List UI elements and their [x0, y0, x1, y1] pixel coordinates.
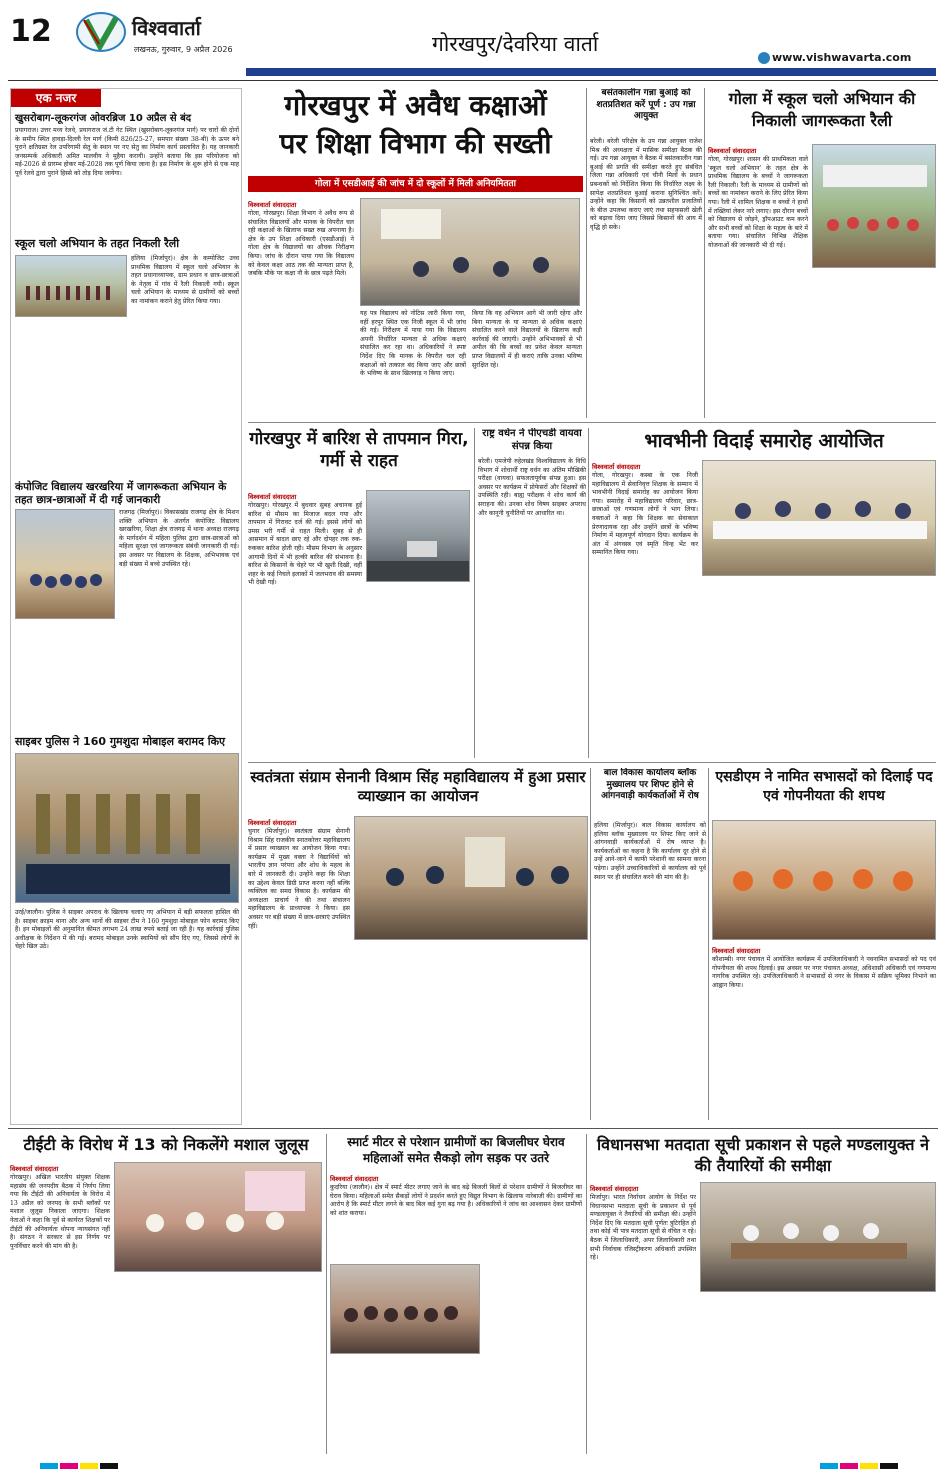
story-headline: टीईटी के विरोध में 13 को निकलेंगे मशाल जुलूस [23, 1135, 309, 1154]
col-rule [326, 1134, 327, 1454]
col-rule [586, 1134, 587, 1454]
byline: विश्ववार्ता संवाददाता [248, 493, 297, 501]
story-headline: साइबर पुलिस ने 160 गुमशुदा मोबाइल बरामद किए [15, 735, 226, 748]
story-headline: स्मार्ट मीटर से परेशान ग्रामीणों का बिजलीघर घेराव महिलाओं समेत सैकड़ो लोग सड़क पर उतरे [347, 1135, 565, 1165]
color-swatch [840, 1463, 858, 1469]
col-rule [586, 88, 587, 418]
color-swatch [40, 1463, 58, 1469]
byline: विश्ववार्ता संवाददाता [590, 1185, 639, 1193]
story-body: गोरखपुर। गोरखपुर में बुधवार सुबह अचानक हुई बारिश से मौसम का मिजाज बदल गया और तापमान में गिरावट दर्ज की गई। इससे लोगों को उमस भरी गर्मी से राहत मिली। सुबह से ही आसमान में बादल छाए रहे और दोपहर तक रुक-रुककर बारिश होती रही। मौसम विभाग के अनुसार आगामी दिनों में भी हल्की बारिश की संभावना है। बारिश से किसानों के चेहरे पर भी खुशी दिखी, वहीं शहर के कई निचले इलाकों में जलभराव की समस्या भी देखी गई। [248, 502, 362, 587]
byline: विश्ववार्ता संवाददाता [712, 947, 761, 955]
masthead-rule [8, 80, 938, 81]
page-number: 12 [10, 14, 52, 49]
byline: विश्ववार्ता संवाददाता [248, 819, 297, 827]
story-headline: स्वतंत्रता संग्राम सेनानी विश्राम सिंह महाविद्यालय में हुआ प्रसार व्याख्यान का आयोजन [250, 768, 586, 805]
oath-photo [712, 820, 936, 940]
story-body: गोला, गोरखपुर। कस्बा के एक निजी महाविद्यालय में सेवानिवृत्त शिक्षक के सम्मान में भावभीनी विदाई समारोह का आयोजन किया गया। समारोह में महाविद्यालय परिवार, छात्र-छात्राओं एवं गणमान्य लोगों ने भाग लिया। वक्ताओं ने कहा कि शिक्षक का सेवाकाल प्रेरणादायक रहा और उन्होंने छात्रों के भविष्य निर्माण में महत्वपूर्ण योगदान दिया। कार्यक्रम के अंत में अंगवस्त्र एवं स्मृति चिन्ह भेंट कर सम्मानित किया गया। [592, 472, 698, 557]
story-headline: भावभीनी विदाई समारोह आयोजित [644, 430, 884, 452]
rain-photo [366, 490, 470, 582]
protest-photo [330, 1264, 480, 1354]
lead-headline: पर शिक्षा विभाग की सख्ती [279, 127, 552, 160]
vidai-story [592, 428, 936, 758]
masthead-band [246, 68, 936, 76]
story-body: राजगढ़ (मिर्जापुर)। विकासखंड राजगढ़ क्षेत्र के मिशन शक्ति अभियान के अंतर्गत कंपोजिट विद्यालय खरखरिया, शिक्षा क्षेत्र राजगढ़ में थाना अध्यक्ष राजगढ़ के मार्गदर्शन में महिला पुलिस द्वारा छात्र-छात्राओं को महिला सुरक्षा एवं जागरूकता संबंधी जानकारी दी गई। इस अवसर पर विद्यालय के शिक्षक, अभिभावक एवं बड़ी संख्या में बच्चे उपस्थित रहे। [119, 509, 239, 568]
story-headline: स्कूल चलो अभियान के तहत निकली रैली [15, 237, 180, 250]
ganna-story [590, 88, 702, 418]
color-swatch [880, 1463, 898, 1469]
logo-icon [76, 12, 126, 52]
row-rule [248, 762, 936, 763]
farewell-photo [702, 460, 936, 576]
story-body: हलिया (मिर्जापुर)। बाल विकास कार्यालय को हलिया ब्लॉक मुख्यालय पर शिफ्ट किए जाने से आंगनवाड़ी कार्यकर्ताओं में रोष व्याप्त है। कार्यकर्ताओं का कहना है कि कार्यालय दूर होने से उन्हें आने-जाने में काफी परेशानी का सामना करना पड़ेगा। उन्होंने उच्चाधिकारियों से कार्यालय को पूर्व स्थान पर ही संचालित करने की मांग की है। [594, 822, 706, 881]
byline: विश्ववार्ता संवाददाता [10, 1165, 59, 1173]
masthead [0, 0, 945, 82]
rashtravardhan-story [478, 428, 586, 758]
section-title: गोरखपुर/देवरिया वार्ता [432, 32, 599, 56]
color-swatch [100, 1463, 118, 1469]
story-body: उरई/जालौन। पुलिस ने साइबर अपराध के खिलाफ चलाए गए अभियान में बड़ी सफलता हासिल की है। साइबर क्राइम थाना और अन्य थानों की साइबर टीम ने 160 गुमशुदा मोबाइल फोन बरामद किए हैं। इन मोबाइलों की अनुमानित कीमत लगभग 24 लाख रुपये बताई जा रही है। यह कार्रवाई पुलिस अधीक्षक के निर्देशन में की गई। बरामद मोबाइल उनके स्वामियों को सौंप दिए गए, जिससे लोगों के चेहरे खिल उठे। [15, 909, 239, 951]
dateline: लखनऊ, गुरुवार, 9 अप्रैल 2026 [134, 45, 233, 54]
baarish-story [248, 428, 470, 758]
lead-body-col3: किया कि यह अभियान आगे भी जारी रहेगा और बिना मान्यता के या मान्यता से अधिक कक्षाएं संचालित करने वाले विद्यालयों के खिलाफ कड़ी कार्रवाई की जाएगी। उन्होंने अभिभावकों से भी अपील की कि बच्चों का प्रवेश केवल मान्यता प्राप्त विद्यालयों में ही कराएं ताकि उनका भविष्य सुरक्षित रहे। [472, 310, 582, 369]
story-body: गोरखपुर। अखिल भारतीय संयुक्त शिक्षक महासंघ की जनपदीय बैठक में निर्णय लिया गया कि टीईटी की अनिवार्यता के विरोध में 13 अप्रैल को जनपद के सभी ब्लॉकों पर मशाल जुलूस निकाला जाएगा। शिक्षक नेताओं ने कहा कि पूर्व से कार्यरत शिक्षकों पर टीईटी की अनिवार्यता थोपना न्यायसंगत नहीं है। संगठन ने सरकार से इस निर्णय पर पुनर्विचार करने की मांग की है। [10, 1174, 110, 1250]
col-rule [474, 428, 475, 758]
ek-nazar-column [10, 88, 242, 1125]
rally-photo [15, 255, 127, 317]
col-rule [588, 428, 589, 758]
story-headline: खुसरोबाग-लूकरगंज ओवरब्रिज 10 अप्रैल से बंद [15, 113, 192, 124]
awareness-photo [15, 509, 115, 619]
lead-story [248, 88, 583, 420]
col-rule [590, 768, 591, 1120]
swatantrata-story [248, 768, 588, 1120]
story-headline: राष्ट्र वर्धन ने पीएचडी वायवा संपन्न किया [482, 428, 582, 452]
lead-strap: गोला में एसडीआई की जांच में दो स्कूलों में मिली अनियमितता [248, 176, 583, 192]
web-icon [758, 52, 770, 64]
col-rule [708, 768, 709, 1120]
smartmeter-story [330, 1134, 582, 1454]
classroom-photo [360, 198, 580, 306]
story-body: कौशाम्बी। नगर पंचायत में आयोजित कार्यक्रम में उपजिलाधिकारी ने नवनामित सभासदों को पद एवं गोपनीयता की शपथ दिलाई। इस अवसर पर नगर पंचायत अध्यक्ष, अधिशासी अधिकारी एवं गणमान्य नागरिक उपस्थित रहे। उपजिलाधिकारी ने सभासदों से नगर के विकास में सक्रिय भूमिका निभाने का आह्वान किया। [712, 956, 936, 989]
story-body: हलिया (मिर्जापुर)। क्षेत्र के कम्पोजिट उच्च प्राथमिक विद्यालय में स्कूल चलो अभियान के तहत प्रधानाध्यापक, ग्राम प्रधान व छात्र-छात्राओं के नेतृत्व में गांव में रैली निकाली गयी। स्कूल चलो अभियान के माध्यम से ग्रामीणों को बच्चों का नामांकन कराने हेतु प्रेरित किया गया। [131, 255, 239, 305]
lecture-photo [354, 816, 588, 940]
story-headline: एसडीएम ने नामित सभासदों को दिलाई पद एवं गोपनीयता की शपथ [715, 769, 933, 804]
matdata-story [590, 1134, 936, 1454]
color-swatch [860, 1463, 878, 1469]
story-body: बरेली। एमजेपी रुहेलखंड विश्वविद्यालय के विधि विभाग में शोधार्थी राष्ट्र वर्धन का अंतिम मौखिकी परीक्षा (वायवा) सफलतापूर्वक संपन्न हुआ। इस अवसर पर कार्यक्रम में प्रोफेसरों और शिक्षकों की उपस्थिति रही। बाह्य परीक्षक ने शोध कार्य की सराहना की। उनका शोध विषय साइबर अपराध और कानूनी चुनौतियों पर आधारित था। [478, 458, 586, 517]
byline: विश्ववार्ता संवाददाता [248, 201, 297, 209]
story-body: गोला, गोरखपुर। शासन की प्राथमिकता वाले 'स्कूल चलो अभियान' के तहत क्षेत्र के प्राथमिक विद्यालय के बच्चों ने जागरूकता रैली निकाली। रैली के माध्यम से ग्रामीणों को बच्चों का नामांकन कराने के लिए प्रेरित किया गया। रैली में शामिल शिक्षक व बच्चों ने हाथों में तख्तियां लेकर नारे लगाए। इस दौरान बच्चों को विद्यालय से जोड़ने, ड्रॉपआउट कम करने और सभी बच्चों को शिक्षा के महत्व के बारे में बताया गया। संचालित विभिन्न शैक्षिक योजनाओं की जानकारी भी दी गई। [708, 156, 808, 249]
row-rule [248, 422, 936, 423]
story-body: मिर्जापुर। भारत निर्वाचन आयोग के निर्देश पर विधानसभा मतदाता सूची के प्रकाशन से पूर्व मण्डलायुक्त ने तैयारियों की समीक्षा की। उन्होंने निर्देश दिए कि मतदाता सूची पूर्णतः त्रुटिरहित हो तथा कोई भी पात्र मतदाता सूची से वंचित न रहे। बैठक में जिलाधिकारी, अपर जिलाधिकारी तथा सभी निर्वाचक रजिस्ट्रीकरण अधिकारी उपस्थित रहे। [590, 1194, 696, 1262]
cyber-police-photo [15, 753, 239, 903]
gola-rally-story [708, 88, 936, 418]
sdm-story [712, 768, 936, 1120]
teachers-meeting-photo [114, 1162, 322, 1272]
lead-headline: गोरखपुर में अवैध कक्षाओं [284, 89, 547, 122]
color-swatch [80, 1463, 98, 1469]
story-body: प्रयागराज। उत्तर मध्य रेलवे, प्रयागराज जं.टी गेट स्थित (खुसरोबाग-लूकरगंज मार्ग) पर चारों की दोनों के समीप स्थित हावड़ा-दिल्ली रेल मार्ग (किमी 826/25-27, समपार संख्या 38-बी) के ऊपर बने पुराने क्षतिग्रस्त रेल उपरिगामी सेतु के स्थान पर नए सेतु का निर्माण कार्य प्रस्तावित है। यह जानकारी जनसम्पर्क अधिकारी अमित मालवीय ने मुहैया करायी। उन्होंने बताया कि इस परियोजना को मई-2026 से प्रारम्भ होकर मई-2028 तक पूर्ण किया जाना है। इस निर्माण के शुरू होने से एक माह पूर्व रेलवे द्वारा पुराने हिस्से को तोड़ दिया जायेगा। [15, 127, 239, 177]
byline: विश्ववार्ता संवाददाता [592, 463, 641, 471]
tet-story [10, 1134, 322, 1454]
story-body: चुनार (मिर्जापुर)। स्वतंत्रता संग्राम सेनानी विश्राम सिंह राजकीय स्नातकोत्तर महाविद्यालय में प्रसार व्याख्यान का आयोजन किया गया। कार्यक्रम में मुख्य वक्ता ने विद्यार्थियों को भारतीय ज्ञान परंपरा और शोध के महत्व के बारे में जानकारी दी। उन्होंने कहा कि शिक्षा का उद्देश्य केवल डिग्री प्राप्त करना नहीं बल्कि व्यक्तित्व का समग्र विकास है। कार्यक्रम की अध्यक्षता प्राचार्य ने की तथा संचालन महाविद्यालय के प्राध्यापक ने किया। इस अवसर पर बड़ी संख्या में छात्र-छात्राएं उपस्थित रहीं। [248, 828, 350, 930]
paper-name: विश्ववार्ता [132, 16, 201, 40]
print-color-bar [0, 1462, 945, 1470]
gola-rally-photo [812, 144, 936, 268]
story-headline: गोरखपुर में बारिश से तापमान गिरा, गर्मी से राहत [249, 429, 469, 471]
color-swatch [60, 1463, 78, 1469]
story-body: कुदरिया (जालौन)। क्षेत्र में स्मार्ट मीटर लगाए जाने के बाद बढ़े बिजली बिलों से परेशान ग्रामीणों ने बिजलीघर का घेराव किया। महिलाओं समेत सैकड़ों लोगों ने प्रदर्शन करते हुए विद्युत विभाग के खिलाफ नारेबाजी की। ग्रामीणों का आरोप है कि स्मार्ट मीटर लगने के बाद बिल कई गुना बढ़ गया है। अधिकारियों ने जांच का आश्वासन देकर ग्रामीणों को शांत कराया। [330, 1184, 582, 1217]
row-rule [8, 1128, 938, 1129]
story-headline: बाल विकास कार्यालय ब्लॉक मुख्यालय पर शिफ्ट होने से आंगनवाड़ी कार्यकर्ताओं में रोष [601, 768, 699, 801]
color-swatch [820, 1463, 838, 1469]
col-rule [704, 88, 705, 418]
lead-body-col1: गोला, गोरखपुर। शिक्षा विभाग ने अवैध रूप से संचालित विद्यालयों और मानक के विपरीत चल रही कक्षाओं के खिलाफ सख्त रुख अपनाया है। क्षेत्र के उप शिक्षा अधिकारी (एसडीआई) ने गोला क्षेत्र के विद्यालयों का औचक निरीक्षण किया। जांच के दौरान पाया गया कि विद्यालय को केवल कक्षा आठ तक की मान्यता प्राप्त है, जबकि मौके पर कक्षा नौ के छात्र पढ़ते मिले। [248, 210, 354, 278]
story-headline: बसंतकालीन गन्ना बुआई को शतप्रतिशत करें पूर्ण : उप गन्ना आयुक्त [596, 88, 696, 121]
story-headline: विधानसभा मतदाता सूची प्रकाशन से पहले मण्डलायुक्त ने की तैयारियों की समीक्षा [597, 1135, 929, 1175]
balvikas-story [594, 768, 706, 1120]
story-body: बरेली। बरेली परिक्षेत्र के उप गन्ना आयुक्त राजेश मिश्र की अध्यक्षता में मासिक समीक्षा बैठक की गई। उप गन्ना आयुक्त ने बैठक में बसंतकालीन गन्ना बुआई की प्रगति की समीक्षा करते हुए संबंधित जिला गन्ना अधिकारी एवं चीनी मिलों के प्रधान प्रबन्धकों को निर्देशित किया कि निर्धारित लक्ष्य के सापेक्ष शतप्रतिशत बुआई कराना सुनिश्चित करें। उन्होंने कहा कि किसानों को उन्नतशील प्रजातियों के बीज उपलब्ध कराए जाएं तथा सहफसली खेती को बढ़ावा दिया जाए जिससे किसानों की आय में वृद्धि हो सके। [590, 138, 702, 231]
byline: विश्ववार्ता संवाददाता [708, 147, 757, 155]
story-headline: गोला में स्कूल चलो अभियान की निकाली जागरूकता रैली [728, 89, 916, 130]
byline: विश्ववार्ता संवाददाता [330, 1175, 379, 1183]
website[interactable]: www.vishwavarta.com [772, 51, 912, 64]
story-headline: कंपोजिट विद्यालय खरखरिया में जागरूकता अभियान के तहत छात्र-छात्राओं में दी गई जानकारी [15, 481, 227, 506]
lead-body-col2: यह पत्र विद्यालय को नोटिस जारी किया गया, वहीं हरपुर स्थित एक निजी स्कूल में भी जांच की गई। निरीक्षण में पाया गया कि विद्यालय अपनी निर्धारित मान्यता से अधिक कक्षाएं संचालित कर रहा था। अधिकारियों ने स्पष्ट निर्देश दिए कि मानक के विपरीत चल रही कक्षाओं को तत्काल बंद किया जाए और छात्रों के भविष्य के साथ खिलवाड़ न किया जाए। [360, 310, 466, 378]
ek-nazar-label: एक नजर [11, 89, 101, 107]
review-meeting-photo [700, 1182, 936, 1292]
